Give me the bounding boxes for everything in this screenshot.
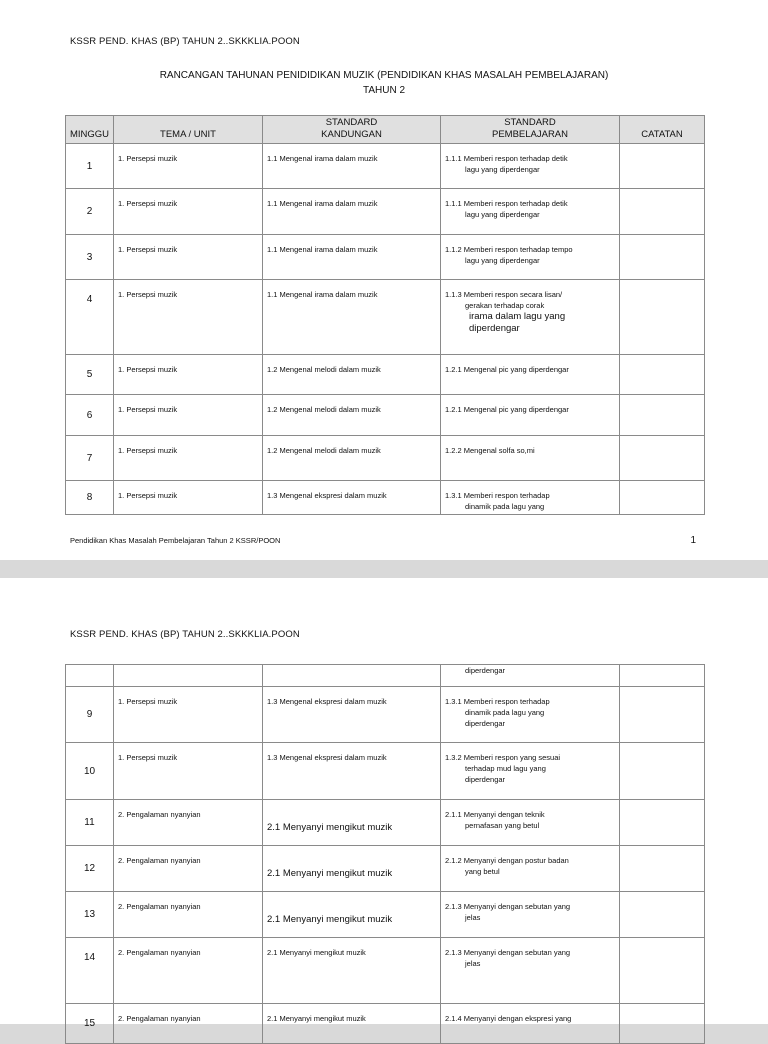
week-number: 11 bbox=[66, 800, 114, 846]
sp-cell: 2.1.4 Menyanyi dengan ekspresi yang bbox=[441, 1004, 620, 1044]
col-standard-pembelajaran: STANDARD PEMBELAJARAN bbox=[441, 116, 620, 144]
sp-cell: 1.3.2 Memberi respon yang sesuai terhadap mud lagu yang diperdengar bbox=[441, 743, 620, 800]
table-header-row bbox=[66, 116, 705, 144]
sk-cell: 2.1 Menyanyi mengikut muzik bbox=[263, 846, 441, 892]
sp-cell: 1.1.1 Memberi respon terhadap detik lagu yang diperdengar bbox=[441, 144, 620, 189]
table-row bbox=[66, 144, 705, 189]
sk-cell: 1.2 Mengenal melodi dalam muzik bbox=[263, 355, 441, 395]
catatan-cell bbox=[620, 355, 705, 395]
tema-cell: 1. Persepsi muzik bbox=[114, 235, 263, 280]
sp-cell: 1.3.1 Memberi respon terhadap dinamik pada lagu yang diperdengar bbox=[441, 687, 620, 743]
plan-table-continued bbox=[65, 664, 705, 1044]
week-number: 12 bbox=[66, 846, 114, 892]
table-row bbox=[66, 687, 705, 743]
plan-table bbox=[65, 115, 705, 515]
week-number: 14 bbox=[66, 938, 114, 1004]
sp-cell: 1.3.1 Memberi respon terhadap dinamik pada lagu yang bbox=[441, 481, 620, 515]
table-row bbox=[66, 481, 705, 515]
sk-cell: 1.1 Mengenal irama dalam muzik bbox=[263, 189, 441, 235]
week-number: 13 bbox=[66, 892, 114, 938]
page-header: KSSR PEND. KHAS (BP) TAHUN 2..SKKKLIA.POON bbox=[70, 36, 300, 47]
sp-cell: 2.1.3 Menyanyi dengan sebutan yang jelas bbox=[441, 892, 620, 938]
week-number: 15 bbox=[66, 1004, 114, 1044]
week-number: 10 bbox=[66, 743, 114, 800]
sp-cell: 2.1.3 Menyanyi dengan sebutan yang jelas bbox=[441, 938, 620, 1004]
tema-cell: 1. Persepsi muzik bbox=[114, 687, 263, 743]
sk-cell: 1.1 Mengenal irama dalam muzik bbox=[263, 144, 441, 189]
catatan-cell bbox=[620, 481, 705, 515]
sk-cell: 1.3 Mengenal ekspresi dalam muzik bbox=[263, 481, 441, 515]
table-row bbox=[66, 189, 705, 235]
document-subtitle: TAHUN 2 bbox=[362, 85, 406, 96]
catatan-cell bbox=[620, 846, 705, 892]
document-title: RANCANGAN TAHUNAN PENIDIDIKAN MUZIK (PENDIDIKAN KHAS MASALAH PEMBELAJARAN) bbox=[159, 70, 609, 81]
catatan-cell bbox=[620, 892, 705, 938]
tema-cell: 1. Persepsi muzik bbox=[114, 144, 263, 189]
sk-cell: 2.1 Menyanyi mengikut muzik bbox=[263, 1004, 441, 1044]
week-number: 2 bbox=[66, 189, 114, 235]
week-number: 8 bbox=[66, 481, 114, 515]
table-row bbox=[66, 395, 705, 436]
catatan-cell bbox=[620, 938, 705, 1004]
sk-cell: 1.3 Mengenal ekspresi dalam muzik bbox=[263, 687, 441, 743]
catatan-cell bbox=[620, 800, 705, 846]
sk-cell: 1.1 Mengenal irama dalam muzik bbox=[263, 235, 441, 280]
catatan-cell bbox=[620, 743, 705, 800]
week-number: 7 bbox=[66, 436, 114, 481]
catatan-cell bbox=[620, 189, 705, 235]
tema-cell: 2. Pengalaman nyanyian bbox=[114, 892, 263, 938]
tema-cell: 1. Persepsi muzik bbox=[114, 189, 263, 235]
col-standard-kandungan: STANDARD KANDUNGAN bbox=[263, 116, 441, 144]
catatan-cell bbox=[620, 235, 705, 280]
week-number: 3 bbox=[66, 235, 114, 280]
col-catatan: CATATAN bbox=[620, 116, 705, 144]
col-minggu: MINGGU bbox=[66, 116, 114, 144]
table-row bbox=[66, 846, 705, 892]
sp-cell: 1.1.3 Memberi respon secara lisan/ gerakan terhadap corak irama dalam lagu yang diperdengar bbox=[441, 280, 620, 355]
table-row bbox=[66, 355, 705, 395]
week-number: 4 bbox=[66, 280, 114, 355]
sp-cell: 1.1.2 Memberi respon terhadap tempo lagu yang diperdengar bbox=[441, 235, 620, 280]
tema-cell: 1. Persepsi muzik bbox=[114, 481, 263, 515]
tema-cell: 1. Persepsi muzik bbox=[114, 280, 263, 355]
table-row bbox=[66, 743, 705, 800]
sk-cell: 2.1 Menyanyi mengikut muzik bbox=[263, 800, 441, 846]
week-number: 5 bbox=[66, 355, 114, 395]
tema-cell: 1. Persepsi muzik bbox=[114, 436, 263, 481]
sk-cell: 1.1 Mengenal irama dalam muzik bbox=[263, 280, 441, 355]
sp-cell: diperdengar bbox=[441, 665, 620, 687]
tema-cell: 2. Pengalaman nyanyian bbox=[114, 1004, 263, 1044]
sp-cell: 1.2.1 Mengenal pic yang diperdengar bbox=[441, 355, 620, 395]
sk-cell: 1.2 Mengenal melodi dalam muzik bbox=[263, 436, 441, 481]
catatan-cell bbox=[620, 144, 705, 189]
page-footer: Pendidikan Khas Masalah Pembelajaran Tahun 2 KSSR/POON bbox=[70, 536, 281, 545]
sp-cell: 1.2.1 Mengenal pic yang diperdengar bbox=[441, 395, 620, 436]
sk-cell: 2.1 Menyanyi mengikut muzik bbox=[263, 938, 441, 1004]
week-number: 6 bbox=[66, 395, 114, 436]
tema-cell: 2. Pengalaman nyanyian bbox=[114, 938, 263, 1004]
table-row bbox=[66, 800, 705, 846]
sk-cell: 2.1 Menyanyi mengikut muzik bbox=[263, 892, 441, 938]
sp-cell: 1.1.1 Memberi respon terhadap detik lagu yang diperdengar bbox=[441, 189, 620, 235]
sp-cell: 2.1.1 Menyanyi dengan teknik pernafasan yang betul bbox=[441, 800, 620, 846]
week-number: 9 bbox=[66, 687, 114, 743]
catatan-cell bbox=[620, 395, 705, 436]
table-row bbox=[66, 938, 705, 1004]
tema-cell: 2. Pengalaman nyanyian bbox=[114, 800, 263, 846]
sp-cell: 2.1.2 Menyanyi dengan postur badan yang betul bbox=[441, 846, 620, 892]
page-number: 1 bbox=[690, 535, 696, 546]
sk-cell: 1.2 Mengenal melodi dalam muzik bbox=[263, 395, 441, 436]
col-tema: TEMA / UNIT bbox=[114, 116, 263, 144]
tema-cell: 2. Pengalaman nyanyian bbox=[114, 846, 263, 892]
table-row bbox=[66, 235, 705, 280]
catatan-cell bbox=[620, 687, 705, 743]
table-row bbox=[66, 280, 705, 355]
sk-cell: 1.3 Mengenal ekspresi dalam muzik bbox=[263, 743, 441, 800]
tema-cell: 1. Persepsi muzik bbox=[114, 355, 263, 395]
catatan-cell bbox=[620, 436, 705, 481]
table-row bbox=[66, 892, 705, 938]
tema-cell: 1. Persepsi muzik bbox=[114, 395, 263, 436]
page-header: KSSR PEND. KHAS (BP) TAHUN 2..SKKKLIA.POON bbox=[70, 629, 300, 640]
tema-cell: 1. Persepsi muzik bbox=[114, 743, 263, 800]
table-row-continuation bbox=[66, 665, 705, 687]
document-page-2 bbox=[0, 578, 768, 1029]
table-row bbox=[66, 436, 705, 481]
sp-cell: 1.2.2 Mengenal solfa so,mi bbox=[441, 436, 620, 481]
week-number: 1 bbox=[66, 144, 114, 189]
catatan-cell bbox=[620, 280, 705, 355]
